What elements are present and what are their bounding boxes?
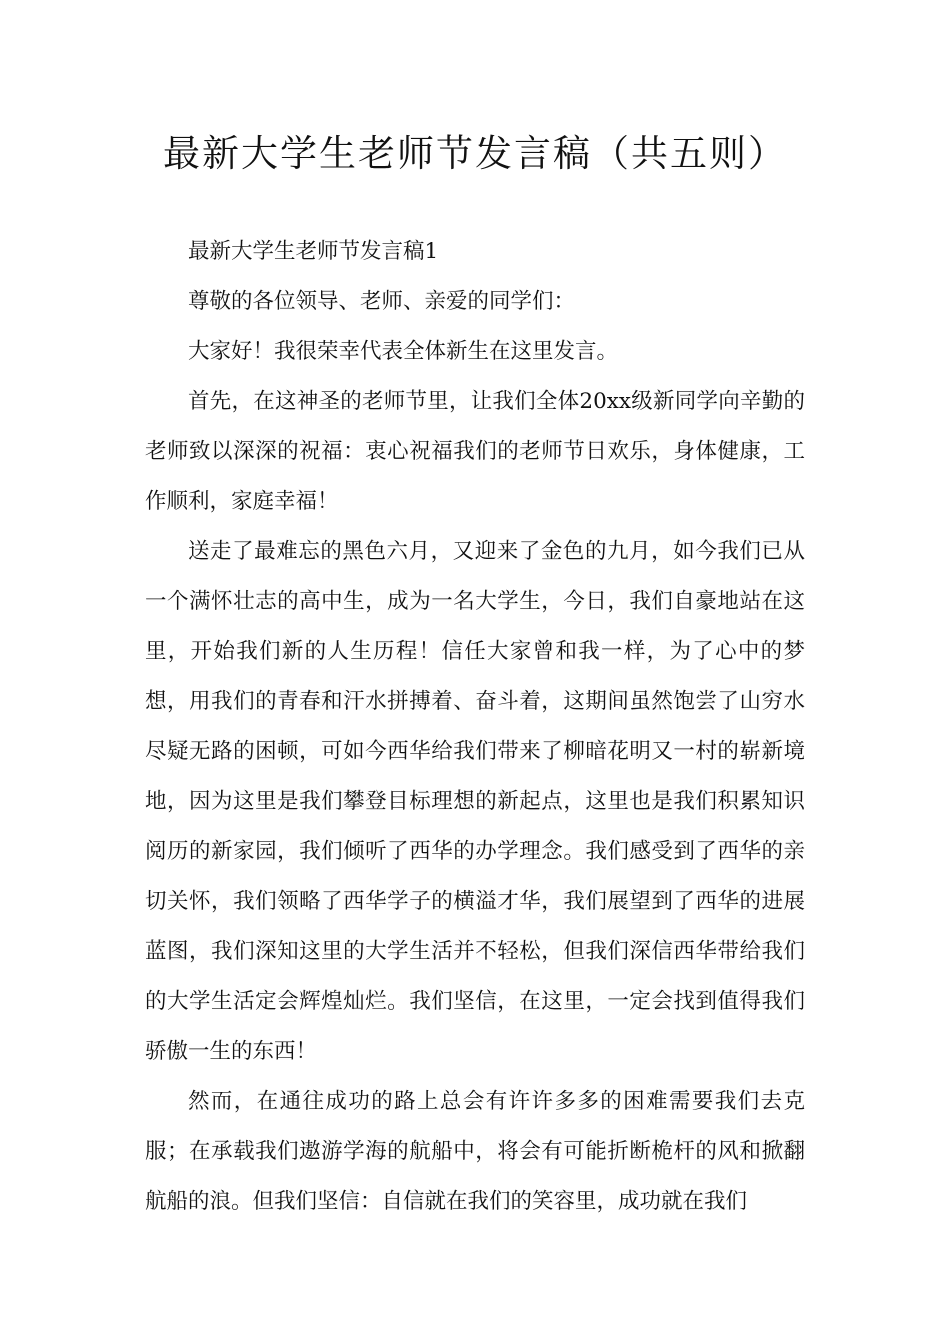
document-title: 最新大学生老师节发言稿（共五则）: [163, 132, 787, 175]
paragraph-difficulties: 然而，在通往成功的路上总会有许许多多的困难需要我们去克服；在承载我们遨游学海的航船中，将会有可能折断桅杆的风和掀翻航船的浪。但我们坚信：自信就在我们的笑容里，成功就在我们: [145, 1089, 805, 1214]
paragraph-heading: 最新大学生老师节发言稿1: [188, 239, 439, 264]
paragraph-salutation: 尊敬的各位领导、老师、亲爱的同学们：: [188, 289, 576, 314]
paragraph-blessing: 首先，在这神圣的老师节里，让我们全体20xx级新同学向辛勤的老师致以深深的祝福：衷心祝福我们的老师节日欢乐，身体健康，工作顺利，家庭幸福！: [145, 389, 805, 514]
paragraph-main: 送走了最难忘的黑色六月，又迎来了金色的九月，如今我们已从一个满怀壮志的高中生，成为一名大学生，今日，我们自豪地站在这里，开始我们新的人生历程！信任大家曾和我一样，为了心中的梦想，用我们的青春和汗水拼搏着、奋斗着，这期间虽然饱尝了山穷水尽疑无路的困顿，可如今西华给我们带来了柳暗花明又一村的崭新境地，因为这里是我们攀登目标理想的新起点，这里也是我们积累知识阅历的新家园，我们倾听了西华的办学理念。我们感受到了西华的亲切关怀，我们领略了西华学子的横溢才华，我们展望到了西华的进展蓝图，我们深知这里的大学生活并不轻松，但我们深信西华带给我们的大学生活定会辉煌灿烂。我们坚信，在这里，一定会找到值得我们骄傲一生的东西！: [145, 539, 805, 1064]
paragraph-greeting: 大家好！我很荣幸代表全体新生在这里发言。: [188, 339, 619, 364]
document-body: [145, 227, 805, 1227]
